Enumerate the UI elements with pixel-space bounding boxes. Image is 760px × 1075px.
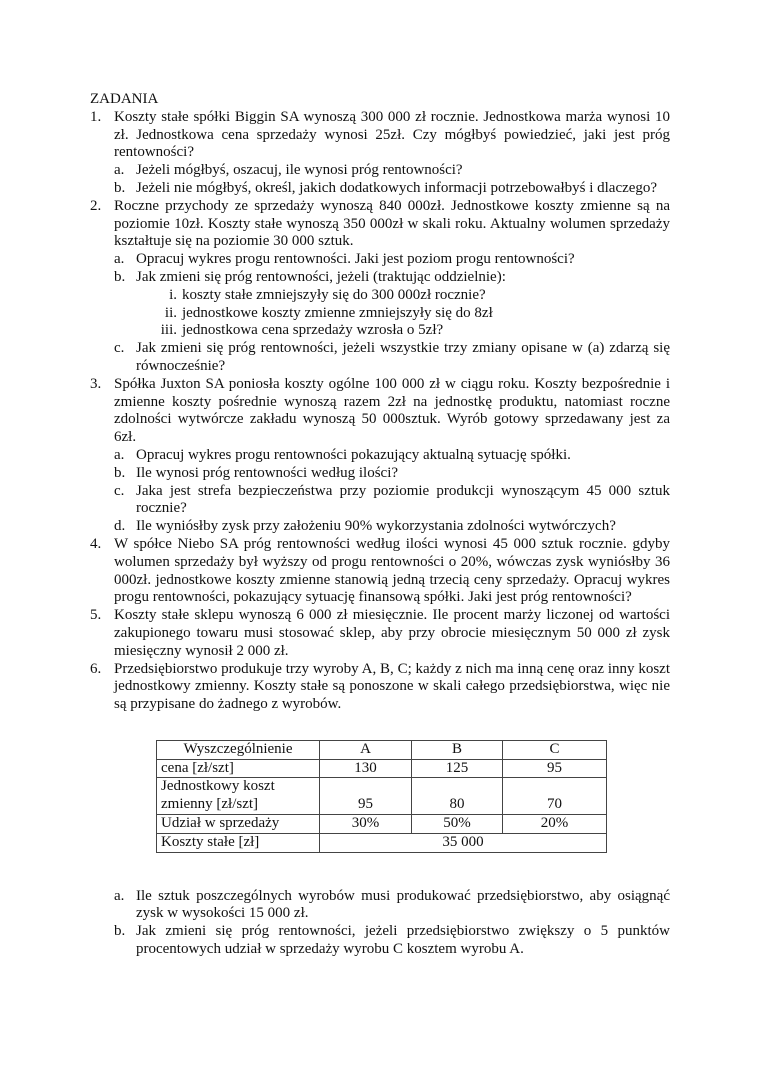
task-text: Koszty stałe sklepu wynoszą 6 000 zł miesięcznie. Ile procent marży liczonej od wartości zakupionego towaru musi stosować sklep, aby przy obrocie miesięcznym 50 000 zł zysk miesięczny wynosił 2 000 zł. xyxy=(114,607,670,659)
task-number: 1. xyxy=(90,108,102,125)
task-number: 6. xyxy=(90,660,102,677)
subtask xyxy=(90,180,670,198)
table-cell: 30% xyxy=(320,815,412,834)
table-cell: 130 xyxy=(320,759,412,778)
document xyxy=(90,91,670,959)
task-6 xyxy=(90,661,670,714)
table-header-row xyxy=(157,740,607,759)
task-3 xyxy=(90,376,670,447)
task-text: Koszty stałe spółki Biggin SA wynoszą 300 000 zł rocznie. Jednostkowa marża wynosi 10 zł. Jednostkowa cena sprzedaży wynosi 25zł. Czy mógłbyś powiedzieć, jaki jest próg rentowności? xyxy=(114,108,670,161)
subtask-text: Jeżeli mógłbyś, oszacuj, ile wynosi próg rentowności? xyxy=(136,162,463,179)
table-cell: Koszty stałe [zł] xyxy=(157,833,320,852)
table-cell: 125 xyxy=(412,759,503,778)
subtask-label: d. xyxy=(114,518,126,535)
subtask-label: b. xyxy=(114,923,126,940)
table-cell: 70 xyxy=(503,778,607,815)
table-header: Wyszczególnienie xyxy=(157,740,320,759)
subtask-text: Jak zmieni się próg rentowności, jeżeli przedsiębiorstwo zwiększy o 5 punktów procentowych udział w sprzedaży wyrobu C kosztem wyrobu A. xyxy=(136,923,670,958)
roman-label: i. xyxy=(169,286,177,303)
task-text: W spółce Niebo SA próg rentowności według ilości wynosi 45 000 sztuk rocznie. gdyby wolumen sprzedaży był wyższy od progu rentowności o 20%, wówczas zysk wyniósłby 36 000zł. jednostkowe koszty zmienne stanowią jedną trzecią ceny sprzedaży. Opracuj wykres progu rentowności, pokazujący sytuację finansową spółki. Jaki jest próg rentowności? xyxy=(114,535,670,606)
table-cell: Jednostkowy koszt zmienny [zł/szt] xyxy=(157,778,320,815)
subtask-label: a. xyxy=(114,162,125,179)
subtask-label: b. xyxy=(114,268,126,285)
subtask xyxy=(90,888,670,924)
table-header: A xyxy=(320,740,412,759)
subtask-label: a. xyxy=(114,887,125,904)
subtask xyxy=(90,162,670,180)
subtask-label: b. xyxy=(114,179,126,196)
roman-subtask xyxy=(90,305,670,323)
table-row xyxy=(157,759,607,778)
subtask-text: Jaka jest strefa bezpieczeństwa przy poziomie produkcji wynoszącym 45 000 sztuk rocznie? xyxy=(136,482,670,517)
subtask xyxy=(90,923,670,959)
table-cell: 20% xyxy=(503,815,607,834)
table-cell: 35 000 xyxy=(320,833,607,852)
task-text: Spółka Juxton SA poniosła koszty ogólne 100 000 zł w ciągu roku. Koszty bezpośrednie i zmienne koszty pośrednie wynoszą razem 2zł na jednostkę produktu, natomiast roczne zdolności wytwórcze zakładu wynoszą 50 000sztuk. Wyrób gotowy sprzedawany jest za 6zł. xyxy=(114,375,670,446)
subtask-label: c. xyxy=(114,340,125,357)
task-number: 4. xyxy=(90,535,102,552)
subtask-text: Opracuj wykres progu rentowności pokazujący aktualną sytuację spółki. xyxy=(136,446,571,463)
task-5 xyxy=(90,607,670,660)
subtask-text: Jeżeli nie mógłbyś, określ, jakich dodatkowych informacji potrzebowałbyś i dlaczego? xyxy=(136,179,658,196)
table-row xyxy=(157,815,607,834)
subtask xyxy=(90,251,670,269)
task-number: 3. xyxy=(90,375,102,392)
subtask xyxy=(90,269,670,287)
roman-label: ii. xyxy=(164,304,177,321)
roman-subtask xyxy=(90,322,670,340)
subtask-text: Ile wyniósłby zysk przy założeniu 90% wykorzystania zdolności wytwórczych? xyxy=(136,518,616,535)
roman-text: jednostkowa cena sprzedaży wzrosła o 5zł? xyxy=(182,322,444,339)
subtask xyxy=(90,447,670,465)
subtask xyxy=(90,340,670,376)
subtask-text: Jak zmieni się próg rentowności, jeżeli wszystkie trzy zmiany opisane w (a) zdarzą się równocześnie? xyxy=(136,340,670,374)
subtask-label: a. xyxy=(114,251,125,268)
subtask xyxy=(90,483,670,519)
subtask-label: c. xyxy=(114,482,125,499)
table-header: C xyxy=(503,740,607,759)
products-table xyxy=(156,740,607,853)
subtask-text: Ile wynosi próg rentowności według ilości? xyxy=(136,464,399,481)
subtask xyxy=(90,518,670,536)
table-cell: 95 xyxy=(320,778,412,815)
table-cell: cena [zł/szt] xyxy=(157,759,320,778)
subtask-label: a. xyxy=(114,446,125,463)
subtask-text: Ile sztuk poszczególnych wyrobów musi produkować przedsiębiorstwo, aby osiągnąć zysk w wysokości 15 000 zł. xyxy=(136,887,670,922)
task-number: 2. xyxy=(90,197,102,214)
task-number: 5. xyxy=(90,607,102,624)
roman-subtask xyxy=(90,287,670,305)
task-text: Roczne przychody ze sprzedaży wynoszą 840 000zł. Jednostkowe koszty zmienne są na poziomie 10zł. Koszty stałe wynoszą 350 000zł w skali roku. Aktualny wolumen sprzedaży kształtuje się na poziomie 30 000 sztuk. xyxy=(114,197,670,250)
task-6-subtasks xyxy=(90,888,670,959)
task-2 xyxy=(90,198,670,251)
table-cell: 95 xyxy=(503,759,607,778)
subtask-label: b. xyxy=(114,464,126,481)
subtask-text: Jak zmieni się próg rentowności, jeżeli (traktując oddzielnie): xyxy=(136,268,506,285)
table-cell: 50% xyxy=(412,815,503,834)
subtask xyxy=(90,465,670,483)
table-row xyxy=(157,833,607,852)
table-header: B xyxy=(412,740,503,759)
task-4 xyxy=(90,536,670,607)
table-row xyxy=(157,778,607,815)
roman-text: jednostkowe koszty zmienne zmniejszyły się do 8zł xyxy=(182,304,493,321)
table-cell: 80 xyxy=(412,778,503,815)
task-text: Przedsiębiorstwo produkuje trzy wyroby A, B, C; każdy z nich ma inną cenę oraz inny koszt jednostkowy zmienny. Koszty stałe są ponoszone w skali całego przedsiębiorstwa, więc nie są przypisane do żadnego z wyrobów. xyxy=(114,660,670,713)
subtask-text: Opracuj wykres progu rentowności. Jaki jest poziom progu rentowności? xyxy=(136,251,575,268)
task-1 xyxy=(90,109,670,162)
table-cell: Udział w sprzedaży xyxy=(157,815,320,834)
roman-label: iii. xyxy=(160,322,177,339)
document-title: ZADANIA xyxy=(90,91,159,107)
roman-text: koszty stałe zmniejszyły się do 300 000zł rocznie? xyxy=(182,286,486,303)
